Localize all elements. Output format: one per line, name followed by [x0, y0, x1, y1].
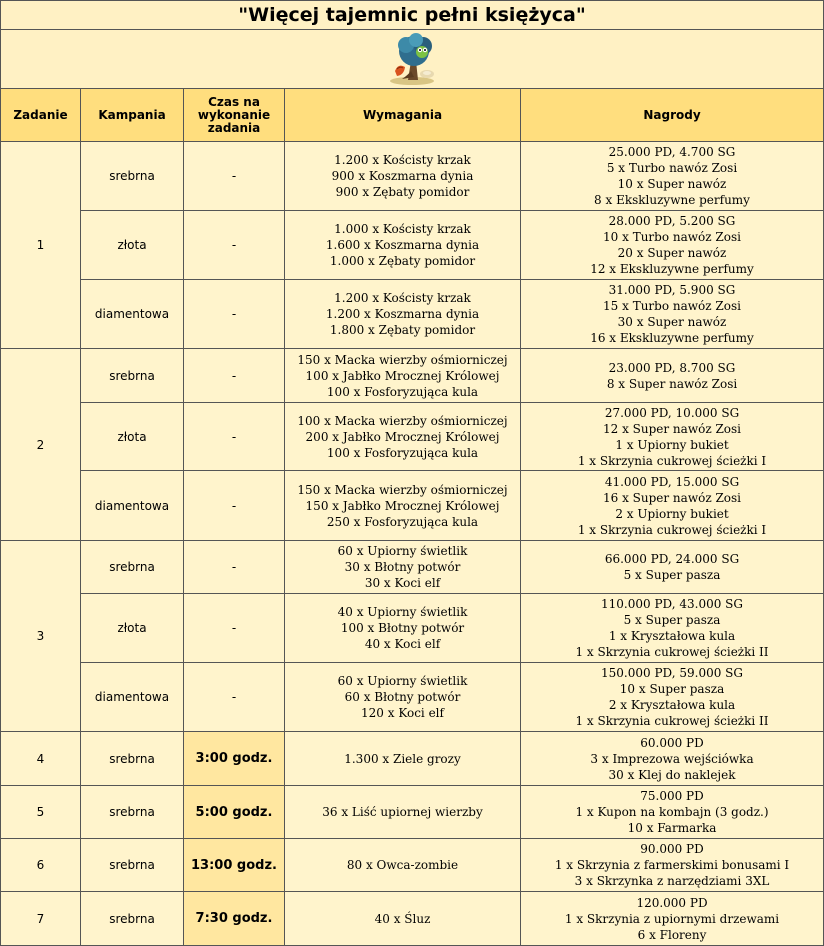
requirement-line: 80 x Owca-zombie [346, 858, 459, 872]
table-row [1, 663, 824, 732]
task-number: 1 [1, 142, 81, 349]
header-time: Czas na wykonanie zadania [184, 89, 285, 142]
reward-line: 5 x Turbo nawóz Zosi [606, 161, 738, 175]
campaign-cell: złota [81, 211, 184, 280]
campaign-cell: srebrna [81, 541, 184, 594]
time-cell [184, 892, 285, 946]
reward-line: 20 x Super nawóz [617, 246, 727, 260]
time-cell: - [184, 594, 285, 663]
reward-line: 1 x Skrzynia z farmerskimi bonusami I [554, 858, 790, 872]
requirement-line: 100 x Fosforyzująca kula [326, 384, 479, 399]
campaign-cell: srebrna [81, 349, 184, 403]
campaign-cell: złota [81, 403, 184, 471]
requirement-line: 1.000 x Zębaty pomidor [329, 254, 476, 268]
task-number: 3 [1, 541, 81, 732]
task-number: 6 [1, 839, 81, 892]
table-row [1, 541, 824, 594]
requirement-line: 1.200 x Kościsty krzak [334, 153, 471, 167]
requirements-cell [285, 403, 521, 471]
time-value: 5:00 godz. [195, 804, 273, 820]
reward-line: 1 x Kupon na kombajn (3 godz.) [575, 805, 769, 819]
table-row [1, 471, 824, 541]
campaign-cell: diamentowa [81, 280, 184, 349]
task-number: 4 [1, 732, 81, 786]
time-value: 13:00 godz. [191, 857, 277, 873]
requirements-cell [285, 663, 521, 732]
rewards-cell [521, 732, 824, 786]
campaign-cell: srebrna [81, 142, 184, 211]
reward-line: 41.000 PD, 15.000 SG [604, 474, 740, 489]
time-cell: - [184, 349, 285, 403]
table-row [1, 349, 824, 403]
rewards-cell [521, 211, 824, 280]
requirement-line: 30 x Błotny potwór [344, 560, 461, 574]
header-campaign: Kampania [81, 89, 184, 142]
reward-line: 30 x Klej do naklejek [608, 767, 736, 782]
reward-line: 150.000 PD, 59.000 SG [601, 666, 743, 680]
reward-line: 10 x Farmarka [627, 821, 717, 835]
requirement-line: 100 x Macka wierzby ośmiorniczej [297, 413, 508, 428]
campaign-cell: diamentowa [81, 471, 184, 541]
reward-line: 120.000 PD [636, 895, 708, 910]
reward-line: 110.000 PD, 43.000 SG [601, 597, 743, 611]
time-cell [184, 839, 285, 892]
rewards-cell [521, 892, 824, 946]
header-task: Zadanie [1, 89, 81, 142]
requirement-line: 200 x Jabłko Mrocznej Królowej [305, 429, 500, 444]
reward-line: 1 x Skrzynia cukrowej ścieżki I [577, 522, 767, 537]
requirement-line: 1.200 x Koszmarna dynia [325, 307, 480, 321]
task-number: 7 [1, 892, 81, 946]
reward-line: 2 x Upiorny bukiet [615, 506, 729, 521]
reward-line: 1 x Skrzynia z upiornymi drzewami [564, 911, 780, 926]
requirements-cell [285, 280, 521, 349]
campaign-cell: srebrna [81, 732, 184, 786]
requirement-line: 250 x Fosforyzująca kula [326, 514, 479, 529]
reward-line: 5 x Super pasza [623, 568, 721, 582]
requirements-cell [285, 786, 521, 839]
requirements-cell [285, 211, 521, 280]
time-cell: - [184, 471, 285, 541]
reward-line: 15 x Turbo nawóz Zosi [603, 299, 741, 313]
requirements-cell [285, 892, 521, 946]
header-requirements: Wymagania [285, 89, 521, 142]
reward-line: 3 x Skrzynka z narzędziami 3XL [574, 874, 770, 888]
reward-line: 90.000 PD [640, 842, 704, 856]
campaign-cell: diamentowa [81, 663, 184, 732]
table-row [1, 594, 824, 663]
time-cell: - [184, 211, 285, 280]
reward-line: 1 x Skrzynia cukrowej ścieżki I [577, 453, 767, 468]
requirement-line: 100 x Fosforyzująca kula [326, 445, 479, 460]
campaign-cell: złota [81, 594, 184, 663]
reward-line: 25.000 PD, 4.700 SG [608, 145, 736, 159]
task-number: 5 [1, 786, 81, 839]
reward-line: 10 x Super nawóz [617, 177, 727, 191]
reward-line: 10 x Super pasza [619, 682, 725, 696]
haunted-tree-icon [378, 31, 446, 87]
time-cell: - [184, 280, 285, 349]
requirement-line: 1.000 x Kościsty krzak [334, 222, 471, 236]
table-row [1, 786, 824, 839]
requirements-cell [285, 732, 521, 786]
campaign-cell: srebrna [81, 839, 184, 892]
rewards-cell [521, 663, 824, 732]
reward-line: 2 x Kryształowa kula [608, 698, 736, 712]
reward-line: 16 x Ekskluzywne perfumy [590, 331, 754, 345]
rewards-cell [521, 349, 824, 403]
table-row [1, 839, 824, 892]
requirement-line: 1.600 x Koszmarna dynia [325, 238, 480, 252]
reward-line: 1 x Kryształowa kula [608, 629, 736, 643]
requirement-line: 30 x Koci elf [364, 576, 441, 590]
table-row [1, 403, 824, 471]
time-cell [184, 732, 285, 786]
campaign-cell: srebrna [81, 892, 184, 946]
time-cell: - [184, 403, 285, 471]
requirements-cell [285, 471, 521, 541]
requirement-line: 150 x Jabłko Mrocznej Królowej [305, 498, 500, 513]
rewards-cell [521, 839, 824, 892]
requirements-cell [285, 594, 521, 663]
reward-line: 10 x Turbo nawóz Zosi [603, 230, 741, 244]
campaign-cell: srebrna [81, 786, 184, 839]
requirement-line: 60 x Upiorny świetlik [337, 674, 468, 688]
header-rewards: Nagrody [521, 89, 824, 142]
requirement-line: 120 x Koci elf [361, 706, 444, 720]
reward-line: 6 x Floreny [637, 927, 707, 942]
reward-line: 16 x Super nawóz Zosi [602, 490, 742, 505]
time-cell: - [184, 663, 285, 732]
requirement-line: 1.800 x Zębaty pomidor [329, 323, 476, 337]
rewards-cell [521, 280, 824, 349]
requirement-line: 36 x Liść upiornej wierzby [322, 805, 483, 819]
table-row [1, 142, 824, 211]
requirements-cell [285, 142, 521, 211]
rewards-cell [521, 142, 824, 211]
event-image [1, 30, 824, 89]
requirement-line: 150 x Macka wierzby ośmiorniczej [297, 482, 508, 497]
reward-line: 60.000 PD [640, 735, 704, 750]
reward-line: 1 x Upiorny bukiet [615, 437, 729, 452]
time-cell: - [184, 142, 285, 211]
reward-line: 5 x Super pasza [623, 613, 721, 627]
requirements-cell [285, 541, 521, 594]
reward-line: 28.000 PD, 5.200 SG [608, 214, 736, 228]
rewards-cell [521, 594, 824, 663]
reward-line: 12 x Ekskluzywne perfumy [590, 262, 754, 276]
rewards-cell [521, 403, 824, 471]
time-cell: - [184, 541, 285, 594]
reward-line: 8 x Super nawóz Zosi [606, 376, 738, 391]
requirement-line: 100 x Błotny potwór [340, 621, 465, 635]
requirement-line: 900 x Zębaty pomidor [335, 185, 470, 199]
rewards-cell [521, 541, 824, 594]
requirement-line: 40 x Śluz [374, 911, 431, 926]
reward-line: 23.000 PD, 8.700 SG [608, 360, 736, 375]
requirement-line: 60 x Błotny potwór [344, 690, 461, 704]
requirement-line: 900 x Koszmarna dynia [331, 169, 474, 183]
time-value: 3:00 godz. [195, 751, 273, 766]
reward-line: 27.000 PD, 10.000 SG [604, 405, 740, 420]
requirements-cell [285, 349, 521, 403]
requirement-line: 100 x Jabłko Mrocznej Królowej [305, 368, 500, 383]
reward-line: 30 x Super nawóz [617, 315, 727, 329]
quest-table-body [1, 142, 824, 946]
reward-line: 75.000 PD [640, 789, 704, 803]
requirement-line: 60 x Upiorny świetlik [337, 544, 468, 558]
reward-line: 31.000 PD, 5.900 SG [608, 283, 736, 297]
requirement-line: 150 x Macka wierzby ośmiorniczej [297, 352, 508, 367]
reward-line: 66.000 PD, 24.000 SG [604, 552, 740, 566]
reward-line: 1 x Skrzynia cukrowej ścieżki II [575, 645, 769, 659]
page-title: "Więcej tajemnic pełni księżyca" [1, 1, 824, 30]
requirement-line: 40 x Upiorny świetlik [337, 605, 468, 619]
requirements-cell [285, 839, 521, 892]
task-number: 2 [1, 349, 81, 541]
time-cell [184, 786, 285, 839]
table-row [1, 732, 824, 786]
reward-line: 12 x Super nawóz Zosi [602, 421, 742, 436]
rewards-cell [521, 786, 824, 839]
requirement-line: 40 x Koci elf [364, 637, 441, 651]
reward-line: 8 x Ekskluzywne perfumy [594, 193, 750, 207]
reward-line: 1 x Skrzynia cukrowej ścieżki II [575, 714, 769, 728]
table-row [1, 280, 824, 349]
rewards-cell [521, 471, 824, 541]
table-row [1, 892, 824, 946]
reward-line: 3 x Imprezowa wejściówka [590, 751, 754, 766]
requirement-line: 1.200 x Kościsty krzak [334, 291, 471, 305]
time-value: 7:30 godz. [195, 911, 273, 926]
table-row [1, 211, 824, 280]
requirement-line: 1.300 x Ziele grozy [344, 751, 461, 766]
